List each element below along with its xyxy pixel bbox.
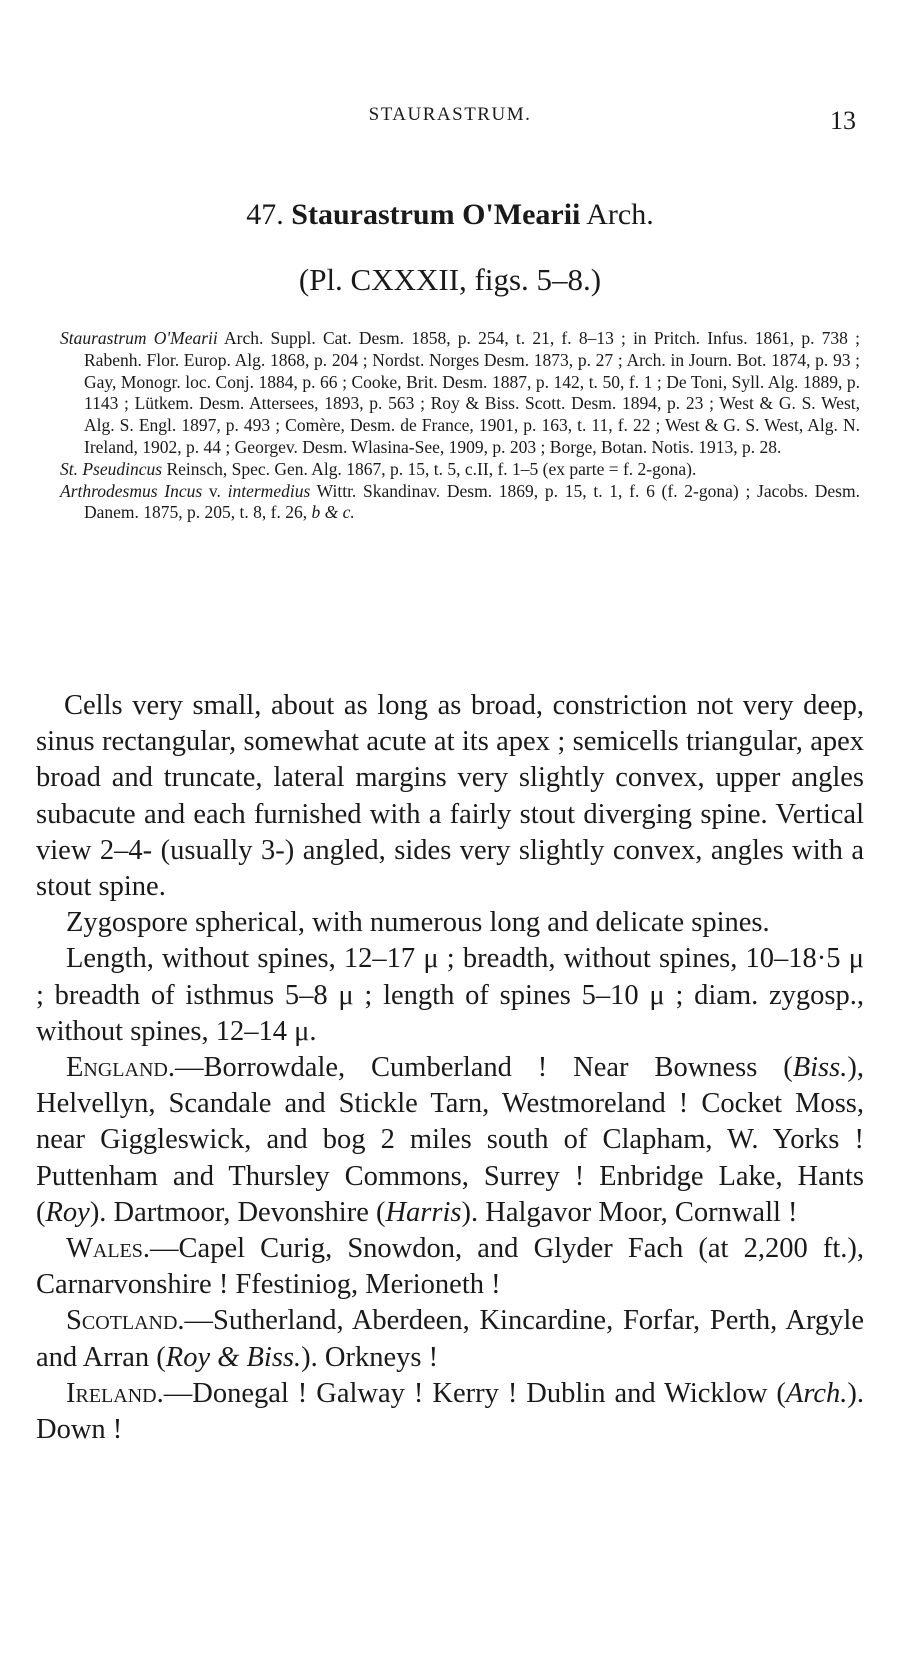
main-text — [36, 688, 864, 1448]
region-text: ). Dartmoor, Devonshire ( — [89, 1196, 386, 1228]
region-label: Ireland — [66, 1377, 157, 1409]
species-authority: Arch. — [586, 198, 654, 231]
synonym-figure-tail: b & c. — [311, 502, 355, 523]
region-text: .—Borrowdale, Cumberland ! Near Bowness ( — [167, 1052, 793, 1084]
synonym-citation: Arch. Suppl. Cat. Desm. 1858, p. 254, t. 21, f. 8–13 ; in Pritch. Infus. 1861, p. 738 ; Rabenh. Flor. Europ. Alg. 1868, p. 204 ; Nordst. Norges Desm. 1873, p. 27 ; Arch. in Journ. Bot. 1874, p. 93 ; Gay, Monogr. loc. Conj. 1884, p. 66 ; Cooke, Brit. Desm. 1887, p. 142, t. 50, f. 1 ; De Toni, Syll. Alg. 1889, p. 1143 ; Lütkem. Desm. Attersees, 1893, p. 563 ; Roy & Biss. Scott. Desm. 1894, p. 23 ; West & G. S. West, Alg. S. Engl. 1897, p. 493 ; Comère, Desm. de France, 1901, p. 163, t. 11, f. 22 ; West & G. S. West, Alg. N. Ireland, 1902, p. 44 ; Georgev. Desm. Wlasina-See, 1909, p. 203 ; Borge, Botan. Notis. 1913, p. 28. — [84, 328, 860, 457]
species-number: 47. — [246, 198, 284, 231]
region-label: Scotland — [66, 1305, 178, 1337]
synonym-citation: Wittr. Skandinav. Desm. 1869, p. 15, t. 1, f. 6 (f. 2-gona) ; Jacobs. Desm. Danem. 1875, p. 205, t. 8, f. 26, — [84, 480, 860, 523]
species-title — [0, 198, 900, 232]
synonymy-block — [60, 328, 860, 524]
synonym-name: St. Pseudincus — [60, 458, 163, 479]
region-text: .—Capel Curig, Snowdon, and Glyder Fach (at 2,200 ft.), Carnarvonshire ! Ffestiniog, Merioneth ! — [36, 1233, 864, 1301]
collector-name: Roy — [45, 1196, 90, 1228]
region-text: ), Helvellyn, Scandale and Stickle Tarn, Westmoreland ! Cocket Moss, near Giggleswick, and bog 2 miles south of Clapham, W. Yorks ! Puttenham and Thursley Commons, Surrey ! Enbridge Lake, Hants ( — [36, 1052, 864, 1228]
collector-name: Arch. — [785, 1377, 848, 1409]
synonym-citation: Reinsch, Spec. Gen. Alg. 1867, p. 15, t. 5, c.II, f. 1–5 (ex parte = f. 2-gona). — [162, 458, 697, 479]
page-number: 13 — [830, 106, 856, 135]
description-paragraph: Cells very small, about as long as broad, constriction not very deep, sinus rectangular, somewhat acute at its apex ; semicells triangular, apex broad and truncate, lateral margins very slightly convex, upper angles subacute and each furnished with a fairly stout diverging spine. Vertical view 2–4- (usually 3-) angled, sides very slightly convex, angles with a stout spine. — [36, 690, 864, 903]
distribution-wales — [36, 1231, 864, 1303]
distribution-ireland — [36, 1376, 864, 1448]
distribution-england — [36, 1050, 864, 1231]
plate-reference: (Pl. CXXXII, figs. 5–8.) — [298, 262, 602, 297]
region-label: Wales — [66, 1233, 143, 1265]
synonym-entry — [60, 481, 860, 525]
region-text: .—Donegal ! Galway ! Kerry ! Dublin and Wicklow ( — [156, 1377, 786, 1409]
region-text: .—Sutherland, Aberdeen, Kincardine, Forfar, Perth, Argyle and Arran ( — [36, 1305, 864, 1373]
synonym-entry — [60, 459, 860, 481]
species-name: Staurastrum O'Mearii — [291, 198, 581, 231]
collector-name: Biss. — [792, 1052, 848, 1084]
synonym-variety: intermedius — [227, 480, 311, 501]
synonym-connector: v. — [202, 480, 228, 501]
zygospore-paragraph: Zygospore spherical, with numerous long and delicate spines. — [66, 907, 770, 939]
collector-name: Roy & Biss. — [165, 1341, 302, 1373]
measurements-paragraph: Length, without spines, 12–17 μ ; breadth, without spines, 10–18·5 μ ; breadth of isthmus 5–8 μ ; length of spines 5–10 μ ; diam. zygosp., without spines, 12–14 μ. — [36, 943, 864, 1047]
synonym-name: Arthrodesmus Incus — [60, 480, 203, 501]
synonym-entry — [60, 328, 860, 459]
region-text: ). Halgavor Moor, Cornwall ! — [461, 1196, 798, 1228]
region-label: England — [66, 1052, 168, 1084]
collector-name: Harris — [385, 1196, 462, 1228]
region-text: ). Down ! — [36, 1377, 864, 1446]
distribution-scotland — [36, 1303, 864, 1375]
region-text: ). Orkneys ! — [301, 1341, 439, 1373]
synonym-name: Staurastrum O'Mearii — [60, 328, 218, 348]
running-head: STAURASTRUM. — [368, 104, 532, 125]
